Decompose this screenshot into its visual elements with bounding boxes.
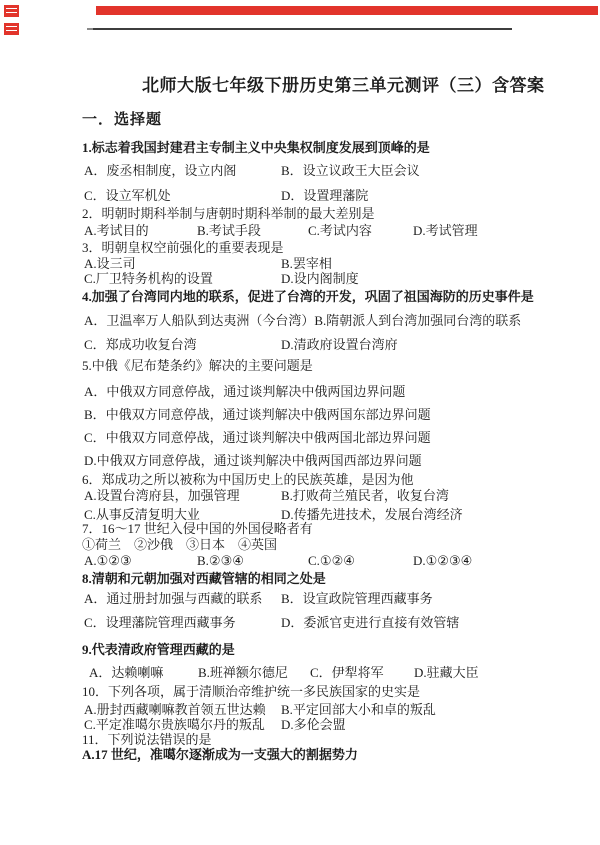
q4-option-a: A．卫温率万人船队到达夷洲（今台湾） [84, 313, 315, 328]
q11-option-a: A.17 世纪，准噶尔逐渐成为一支强大的割据势力 [82, 747, 358, 762]
q5-option-a: A．中俄双方同意停战，通过谈判解决中俄两国边界问题 [84, 384, 406, 399]
q1-option-d: D．设置理藩院 [281, 188, 369, 203]
q9-option-b: B.班禅额尔德尼 [198, 665, 288, 680]
q6-option-d: D.传播先进技术，发展台湾经济 [281, 507, 463, 522]
q4-stem: 4.加强了台湾同内地的联系，促进了台湾的开发，巩固了祖国海防的历史事件是 [82, 289, 534, 304]
section-heading: 一．选择题 [82, 112, 163, 128]
q2-option-c: C.考试内容 [308, 223, 372, 238]
q7-item-list: ①荷兰 ②沙俄 ③日本 ④英国 [82, 537, 278, 552]
doc-title: 北师大版七年级下册历史第三单元测评（三）含答案 [142, 76, 545, 95]
q7-option-a: A.①②③ [84, 553, 132, 568]
q2-option-a: A.考试目的 [84, 223, 149, 238]
q5-option-d: D.中俄双方同意停战，通过谈判解决中俄两国西部边界问题 [84, 453, 422, 468]
q6-option-c: C.从事反清复明大业 [84, 507, 200, 522]
q10-stem: 10．下列各项，属于清顺治帝维护统一多民族国家的史实是 [82, 684, 421, 699]
q1-option-a: A．废丞相制度，设立内阁 [84, 163, 237, 178]
q4-option-b: B.隋朝派人到台湾加强同台湾的联系 [314, 313, 522, 328]
q1-option-c: C．设立军机处 [84, 188, 171, 203]
q9-option-d: D.驻藏大臣 [414, 665, 479, 680]
q2-option-b: B.考试手段 [197, 223, 261, 238]
q11-stem: 11．下列说法错误的是 [82, 732, 212, 747]
q5-option-c: C．中俄双方同意停战，通过谈判解决中俄两国北部边界问题 [84, 430, 431, 445]
q9-stem: 9.代表清政府管理西藏的是 [82, 642, 235, 657]
q6-stem: 6．郑成功之所以被称为中国历史上的民族英雄，是因为他 [82, 472, 414, 487]
q8-option-d: D．委派官吏进行直接有效管辖 [281, 615, 460, 630]
q5-option-b: B．中俄双方同意停战，通过谈判解决中俄两国东部边界问题 [84, 407, 431, 422]
q9-option-a: A．达赖喇嘛 [89, 665, 164, 680]
q2-stem: 2．明朝时期科举制与唐朝时期科举制的最大差别是 [82, 206, 375, 221]
q10-option-b: B.平定回部大小和卓的叛乱 [281, 702, 436, 717]
q7-option-b: B.②③④ [197, 553, 244, 568]
q6-option-a: A.设置台湾府县，加强管理 [84, 488, 240, 503]
q6-option-b: B.打败荷兰殖民者，收复台湾 [281, 488, 449, 503]
q3-option-c: C.厂卫特务机构的设置 [84, 271, 213, 286]
q8-option-a: A．通过册封加强与西藏的联系 [84, 591, 263, 606]
q8-option-b: B．设宣政院管理西藏事务 [281, 591, 433, 606]
q10-option-d: D.多伦会盟 [281, 717, 346, 732]
q7-option-c: C.①②④ [308, 553, 355, 568]
q7-stem: 7．16～17 世纪入侵中国的外国侵略者有 [82, 521, 313, 536]
q1-option-b: B．设立议政王大臣会议 [281, 163, 420, 178]
red-mark-icon [4, 23, 19, 35]
q10-option-c: C.平定准噶尔贵族噶尔丹的叛乱 [84, 717, 265, 732]
red-banner-bar [96, 6, 598, 15]
q10-option-a: A.册封西藏喇嘛教首领五世达赖 [84, 702, 266, 717]
q4-option-d: D.清政府设置台湾府 [281, 337, 398, 352]
q4-option-c: C．郑成功收复台湾 [84, 337, 197, 352]
q8-stem: 8.清朝和元朝加强对西藏管辖的相同之处是 [82, 571, 326, 586]
q3-option-d: D.设内阁制度 [281, 271, 359, 286]
header-rule [90, 28, 512, 30]
q8-option-c: C．设理藩院管理西藏事务 [84, 615, 236, 630]
q3-stem: 3．明朝皇权空前强化的重要表现是 [82, 240, 284, 255]
q3-option-a: A.设三司 [84, 256, 136, 271]
q7-option-d: D.①②③④ [413, 553, 473, 568]
q1-stem: 1.标志着我国封建君主专制主义中央集权制度发展到顶峰的是 [82, 140, 430, 155]
q4-options-ab [84, 314, 521, 329]
q9-option-c: C．伊犁将军 [310, 665, 384, 680]
q2-option-d: D.考试管理 [413, 223, 478, 238]
q3-option-b: B.罢宰相 [281, 256, 332, 271]
red-mark-icon [4, 5, 19, 17]
q5-stem: 5.中俄《尼布楚条约》解决的主要问题是 [82, 358, 313, 373]
